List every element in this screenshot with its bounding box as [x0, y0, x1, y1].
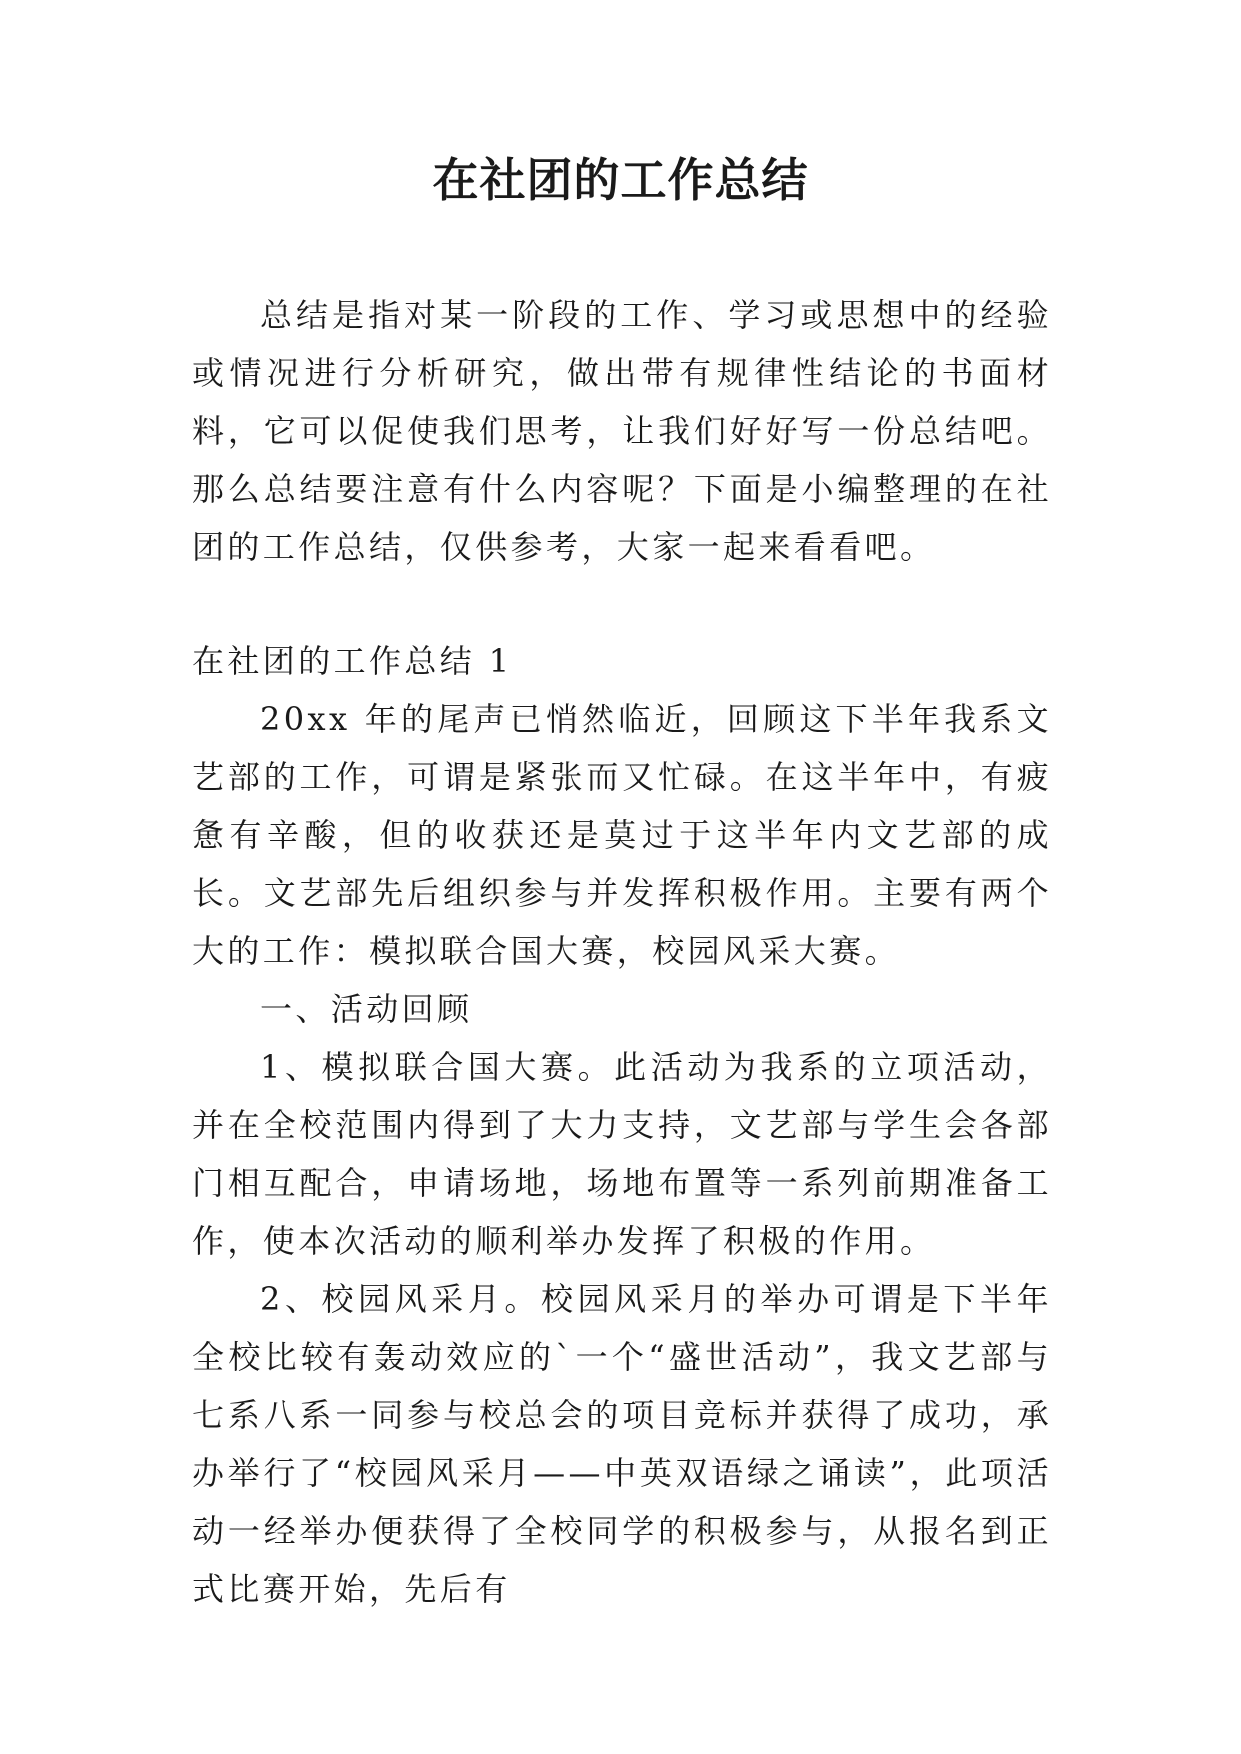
body-paragraph-3: 2、校园风采月。校园风采月的举办可谓是下半年全校比较有轰动效应的`一个“盛世活动”，我文艺部与七系八系一同参与校总会的项目竞标并获得了成功，承办举行了“校园风采月——中英双语绿之诵读”，此项活动一经举办便获得了全校同学的积极参与，从报名到正式比赛开始，先后有	[192, 1280, 1052, 1608]
body-paragraph-1: 20xx 年的尾声已悄然临近，回顾这下半年我系文艺部的工作，可谓是紧张而又忙碌。在这半年中，有疲惫有辛酸，但的收获还是莫过于这半年内文艺部的成长。文艺部先后组织参与并发挥积极作用。主要有两个大的工作：模拟联合国大赛，校园风采大赛。	[192, 700, 1052, 970]
subsection-heading: 一、活动回顾	[260, 990, 473, 1028]
document-title: 在社团的工作总结	[432, 153, 809, 207]
intro-paragraph: 总结是指对某一阶段的工作、学习或思想中的经验或情况进行分析研究，做出带有规律性结论的书面材料，它可以促使我们思考，让我们好好写一份总结吧。那么总结要注意有什么内容呢？下面是小编整理的在社团的工作总结，仅供参考，大家一起来看看吧。	[192, 296, 1052, 566]
document-body	[192, 286, 1052, 1618]
body-paragraph-2: 1、模拟联合国大赛。此活动为我系的立项活动，并在全校范围内得到了大力支持，文艺部与学生会各部门相互配合，申请场地，场地布置等一系列前期准备工作，使本次活动的顺利举办发挥了积极的作用。	[192, 1048, 1052, 1260]
section-heading: 在社团的工作总结 1	[192, 642, 513, 680]
